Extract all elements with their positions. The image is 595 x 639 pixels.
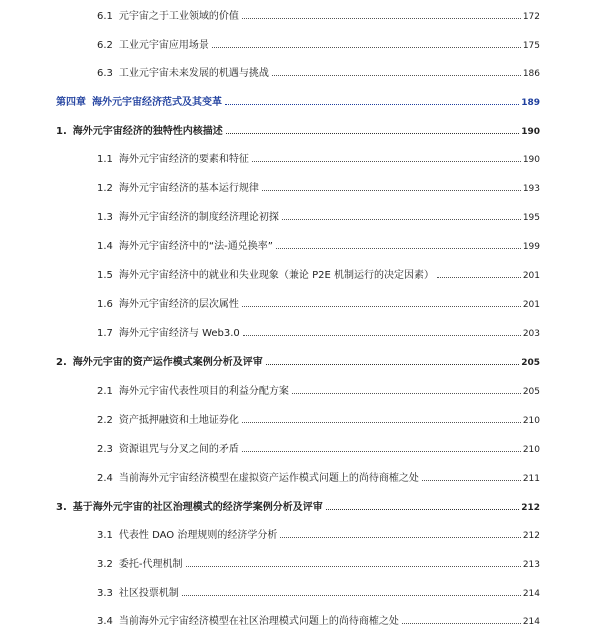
toc-page-number: 212 <box>522 531 540 541</box>
toc-entry-number: 3.1 <box>97 530 113 541</box>
toc-entry-label <box>56 501 323 515</box>
toc-entry-label <box>97 558 183 572</box>
toc-page-number: 210 <box>522 416 540 426</box>
toc-entry-label <box>97 39 209 53</box>
toc-entry-number: 3.2 <box>97 559 113 570</box>
toc-entry-title: 海外元宇宙经济范式及其变革 <box>92 97 222 108</box>
toc-entry-title: 当前海外元宇宙经济模型在社区治理模式问题上的尚待商榷之处 <box>118 616 399 627</box>
toc-subsection-row[interactable] <box>97 269 540 283</box>
toc-entry-number: 第四章 <box>56 97 86 108</box>
toc-subsection-row[interactable] <box>97 443 540 457</box>
toc-dot-leader <box>242 18 521 19</box>
toc-entry-label <box>97 269 434 283</box>
toc-entry-number: 1.7 <box>97 328 113 339</box>
toc-page-number: 212 <box>521 503 540 513</box>
toc-subsection-row[interactable] <box>97 472 540 486</box>
toc-entry-number: 3.4 <box>97 616 113 627</box>
toc-entry-label <box>97 153 249 167</box>
toc-entry-title: 海外元宇宙经济的独特性内核描述 <box>72 126 223 137</box>
toc-entry-title: 海外元宇宙经济中的就业和失业现象（兼论 P2E 机制运行的决定因素） <box>118 270 434 281</box>
toc-entry-title: 海外元宇宙经济的层次属性 <box>118 299 239 310</box>
toc-dot-leader <box>266 364 519 365</box>
toc-dot-leader <box>282 219 521 220</box>
toc-entry-title: 代表性 DAO 治理规则的经济学分析 <box>118 530 278 541</box>
toc-page-number: 203 <box>522 329 540 339</box>
toc-entry-number: 2.4 <box>97 473 113 484</box>
toc-entry-number: 1.4 <box>97 241 113 252</box>
toc-entry-title: 海外元宇宙经济的基本运行规律 <box>118 183 259 194</box>
toc-dot-leader <box>402 623 521 624</box>
toc-page-number: 205 <box>522 387 540 397</box>
toc-entry-label <box>56 125 223 139</box>
toc-entry-label <box>97 10 239 24</box>
toc-page-number: 190 <box>522 155 540 165</box>
toc-entry-title: 基于海外元宇宙的社区治理模式的经济学案例分析及评审 <box>72 502 323 513</box>
toc-page-number: 186 <box>522 69 540 79</box>
toc-entry-number: 1.3 <box>97 212 113 223</box>
toc-subsection-row[interactable] <box>97 385 540 399</box>
toc-page-number: 201 <box>522 300 540 310</box>
toc-entry-title: 海外元宇宙经济的要素和特征 <box>118 154 249 165</box>
toc-entry-number: 3.3 <box>97 588 113 599</box>
toc-page-number: 195 <box>522 213 540 223</box>
toc-subsection-row[interactable] <box>97 414 540 428</box>
toc-entry-number: 2.3 <box>97 444 113 455</box>
toc-entry-number: 1.5 <box>97 270 113 281</box>
toc-section-row[interactable] <box>56 125 540 139</box>
toc-dot-leader <box>326 509 519 510</box>
toc-subsection-row[interactable] <box>97 153 540 167</box>
toc-entry-title: 海外元宇宙经济中的“法-通兑换率” <box>118 241 273 252</box>
toc-entry-label <box>97 67 269 81</box>
toc-entry-title: 工业元宇宙未来发展的机遇与挑战 <box>118 68 269 79</box>
toc-entry-title: 海外元宇宙的资产运作模式案例分析及评审 <box>72 357 263 368</box>
toc-entry-label <box>97 327 240 341</box>
toc-dot-leader <box>422 480 521 481</box>
toc-entry-title: 海外元宇宙经济与 Web3.0 <box>118 328 240 339</box>
toc-subsection-row[interactable] <box>97 327 540 341</box>
toc-subsection-row[interactable] <box>97 529 540 543</box>
toc-page-number: 193 <box>522 184 540 194</box>
toc-page-number: 210 <box>522 445 540 455</box>
toc-entry-number: 2.1 <box>97 386 113 397</box>
toc-subsection-row[interactable] <box>97 615 540 629</box>
toc-subsection-row[interactable] <box>97 240 540 254</box>
toc-entry-label <box>97 587 179 601</box>
toc-entry-number: 2. <box>56 357 67 368</box>
toc-entry-title: 海外元宇宙经济的制度经济理论初探 <box>118 212 279 223</box>
toc-section-row[interactable] <box>56 501 540 515</box>
toc-subsection-row[interactable] <box>97 298 540 312</box>
toc-page-number: 213 <box>522 560 540 570</box>
toc-dot-leader <box>276 248 521 249</box>
toc-entry-title: 海外元宇宙代表性项目的利益分配方案 <box>118 386 289 397</box>
toc-dot-leader <box>226 133 519 134</box>
toc-entry-label <box>97 443 239 457</box>
toc-dot-leader <box>243 335 521 336</box>
toc-entry-number: 6.3 <box>97 68 113 79</box>
toc-subsection-row[interactable] <box>97 587 540 601</box>
toc-entry-label <box>97 472 419 486</box>
toc-entry-label <box>56 96 222 110</box>
toc-entry-number: 1.1 <box>97 154 113 165</box>
toc-entry-label <box>97 385 289 399</box>
toc-page-number: 201 <box>522 271 540 281</box>
toc-page-number: 214 <box>522 617 540 627</box>
toc-entry-number: 2.2 <box>97 415 113 426</box>
toc-dot-leader <box>242 451 521 452</box>
toc-entry-label <box>97 414 239 428</box>
toc-subsection-row[interactable] <box>97 211 540 225</box>
toc-entry-title: 资源诅咒与分叉之间的矛盾 <box>118 444 239 455</box>
toc-dot-leader <box>186 566 521 567</box>
toc-page-number: 205 <box>521 358 540 368</box>
toc-dot-leader <box>252 161 521 162</box>
toc-entry-title: 社区投票机制 <box>118 588 179 599</box>
toc-entry-title: 资产抵押融资和土地证券化 <box>118 415 239 426</box>
toc-entry-number: 1.2 <box>97 183 113 194</box>
toc-entry-label <box>97 240 273 254</box>
toc-entry-label <box>97 182 259 196</box>
toc-entry-title: 工业元宇宙应用场景 <box>118 40 209 51</box>
toc-subsection-row[interactable] <box>97 182 540 196</box>
toc-page-number: 199 <box>522 242 540 252</box>
toc-entry-number: 3. <box>56 502 67 513</box>
toc-dot-leader <box>272 75 521 76</box>
toc-entry-title: 委托-代理机制 <box>118 559 183 570</box>
toc-dot-leader <box>212 47 521 48</box>
toc-page-number: 175 <box>522 41 540 51</box>
toc-dot-leader <box>292 393 521 394</box>
toc-page-number: 190 <box>521 127 540 137</box>
toc-page-number: 189 <box>521 98 540 108</box>
toc-page-number: 211 <box>522 474 540 484</box>
toc-dot-leader <box>225 104 519 105</box>
toc-page-number: 172 <box>522 12 540 22</box>
toc-entry-number: 1.6 <box>97 299 113 310</box>
toc-entry-title: 元宇宙之于工业领域的价值 <box>118 11 239 22</box>
toc-entry-number: 1. <box>56 126 67 137</box>
toc-page-number: 214 <box>522 589 540 599</box>
toc-dot-leader <box>242 306 521 307</box>
toc-entry-title: 当前海外元宇宙经济模型在虚拟资产运作模式问题上的尚待商榷之处 <box>118 473 419 484</box>
toc-entry-label <box>97 298 239 312</box>
toc-entry-number: 6.2 <box>97 40 113 51</box>
toc-subsection-row[interactable] <box>97 558 540 572</box>
toc-entry-label <box>56 356 263 370</box>
toc-entry-label <box>97 615 399 629</box>
toc-subsection-row[interactable] <box>97 67 540 81</box>
toc-entry-label <box>97 211 279 225</box>
toc-dot-leader <box>242 422 521 423</box>
toc-dot-leader <box>280 537 520 538</box>
toc-dot-leader <box>262 190 521 191</box>
toc-dot-leader <box>437 277 521 278</box>
toc-section-row[interactable] <box>56 356 540 370</box>
toc-entry-number: 6.1 <box>97 11 113 22</box>
toc-chapter-row[interactable] <box>56 96 540 110</box>
toc-subsection-row[interactable] <box>97 10 540 24</box>
toc-entry-label <box>97 529 277 543</box>
toc-dot-leader <box>182 595 521 596</box>
toc-subsection-row[interactable] <box>97 39 540 53</box>
